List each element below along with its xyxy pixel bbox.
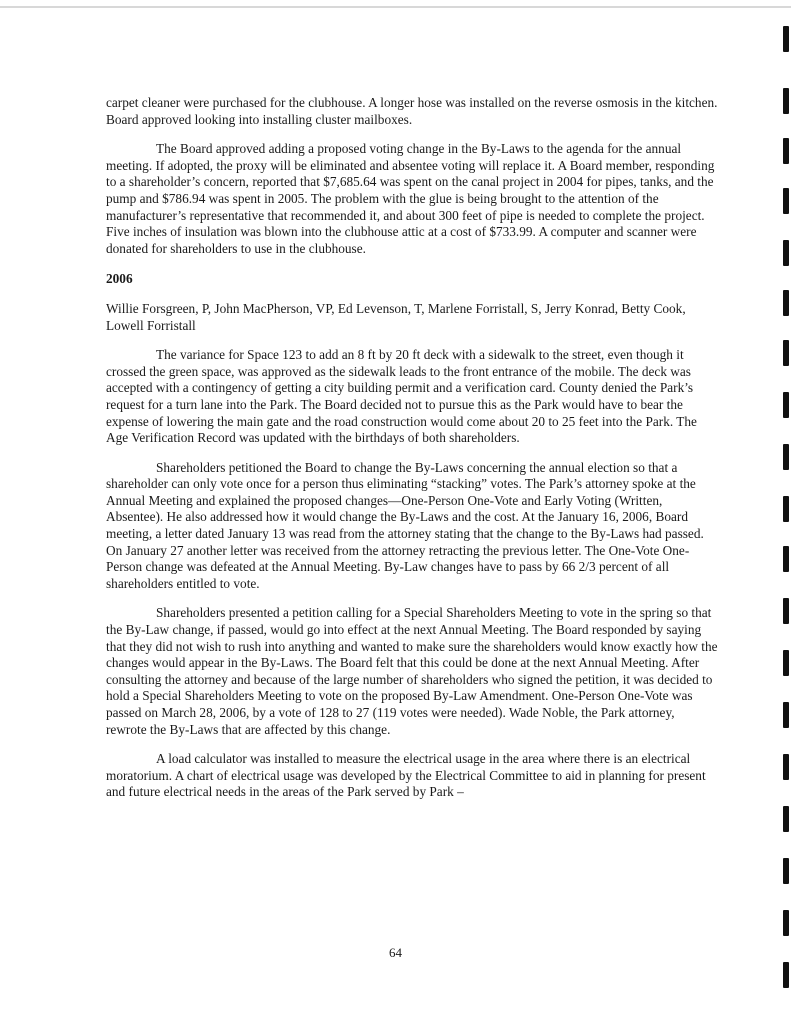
binder-mark — [783, 340, 789, 366]
binder-mark — [783, 290, 789, 316]
binder-mark — [783, 240, 789, 266]
binder-mark — [783, 392, 789, 418]
paragraph-continuation: carpet cleaner were purchased for the clubhouse. A longer hose was installed on the reverse osmosis in the kitchen. Board approved looking into installing cluster mailboxes. — [106, 95, 718, 127]
paragraph-voting-change: The Board approved adding a proposed voting change in the By-Laws to the agenda for the annual meeting. If adopted, the proxy will be eliminated and absentee voting will replace it. A Board member, responding to a shareholder’s concern, reported that $7,685.64 was spent on the canal project in 2004 for pipes, tanks, and the pump and $786.94 was spent in 2005. The problem with the glue is being brought to the attention of the manufacturer’s representative that recommended it, and about 300 feet of pipe is needed to complete the project. Five inches of insulation was blown into the clubhouse attic at a cost of $733.99. A computer and scanner were donated for shareholders to use in the clubhouse. — [106, 141, 715, 256]
binder-mark — [783, 598, 789, 624]
page-number: 64 — [389, 945, 402, 960]
binder-mark — [783, 806, 789, 832]
document-page — [106, 95, 718, 801]
binder-mark — [783, 138, 789, 164]
board-members-list: Willie Forsgreen, P, John MacPherson, VP, Ed Levenson, T, Marlene Forristall, S, Jerry Konrad, Betty Cook, Lowell Forristall — [106, 300, 686, 333]
binder-mark — [783, 910, 789, 936]
year-heading: 2006 — [106, 271, 133, 287]
binder-mark — [783, 188, 789, 214]
binder-hole-marks — [783, 0, 791, 1024]
paragraph-bylaws-petition: Shareholders petitioned the Board to change the By-Laws concerning the annual election so that a shareholder can only vote once for a person thus eliminating “stacking” votes. The Park’s attorney spoke at the Annual Meeting and explained the proposed changes—One-Person One-Vote and Early Voting (Written, Absentee). He also addressed how it would change the By-Laws and the cost. At the January 16, 2006, Board meeting, a letter dated January 13 was read from the attorney stating that the change to the By-Laws had passed. On January 27 another letter was received from the attorney retracting the previous letter. The One-Vote One-Person change was defeated at the Annual Meeting. By-Law changes have to pass by 66 2/3 percent of all shareholders entitled to vote. — [106, 459, 704, 591]
binder-mark — [783, 962, 789, 988]
binder-mark — [783, 496, 789, 522]
binder-mark — [783, 858, 789, 884]
binder-mark — [783, 650, 789, 676]
paragraph-special-meeting: Shareholders presented a petition calling for a Special Shareholders Meeting to vote in the spring so that the By-Law change, if passed, would go into effect at the next Annual Meeting. The Board responded by saying that they did not wish to rush into anything and wanted to make sure the shareholders would know exactly how the changes would appear in the By-Laws. The Board felt that this could be done at the next Annual Meeting. After consulting the attorney and because of the large number of shareholders who signed the petition, it was decided to hold a Special Shareholders Meeting to vote on the proposed By-Law Amendment. One-Person One-Vote was passed on March 28, 2006, by a vote of 128 to 27 (119 votes were needed). Wade Noble, the Park attorney, rewrote the By-Laws that are affected by this change. — [106, 605, 718, 737]
binder-mark — [783, 702, 789, 728]
binder-mark — [783, 754, 789, 780]
binder-mark — [783, 26, 789, 52]
binder-mark — [783, 88, 789, 114]
binder-mark — [783, 444, 789, 470]
paragraph-load-calculator: A load calculator was installed to measure the electrical usage in the area where there is an electrical moratorium. A chart of electrical usage was developed by the Electrical Committee to aid in planning for present and future electrical needs in the areas of the Park served by Park – — [106, 751, 706, 800]
binder-mark — [783, 546, 789, 572]
scan-top-edge — [0, 6, 791, 8]
paragraph-variance: The variance for Space 123 to add an 8 ft by 20 ft deck with a sidewalk to the street, even though it crossed the green space, was approved as the sidewalk leads to the front entrance of the mobile. The deck was accepted with a contingency of getting a city building permit and a verification card. County denied the Park’s request for a turn lane into the Park. The Board decided not to pursue this as the Park would have to bear the expense of lowering the main gate and the road construction would come about 20 to 25 feet into the Park. The Age Verification Record was updated with the birthdays of both shareholders. — [106, 347, 697, 446]
